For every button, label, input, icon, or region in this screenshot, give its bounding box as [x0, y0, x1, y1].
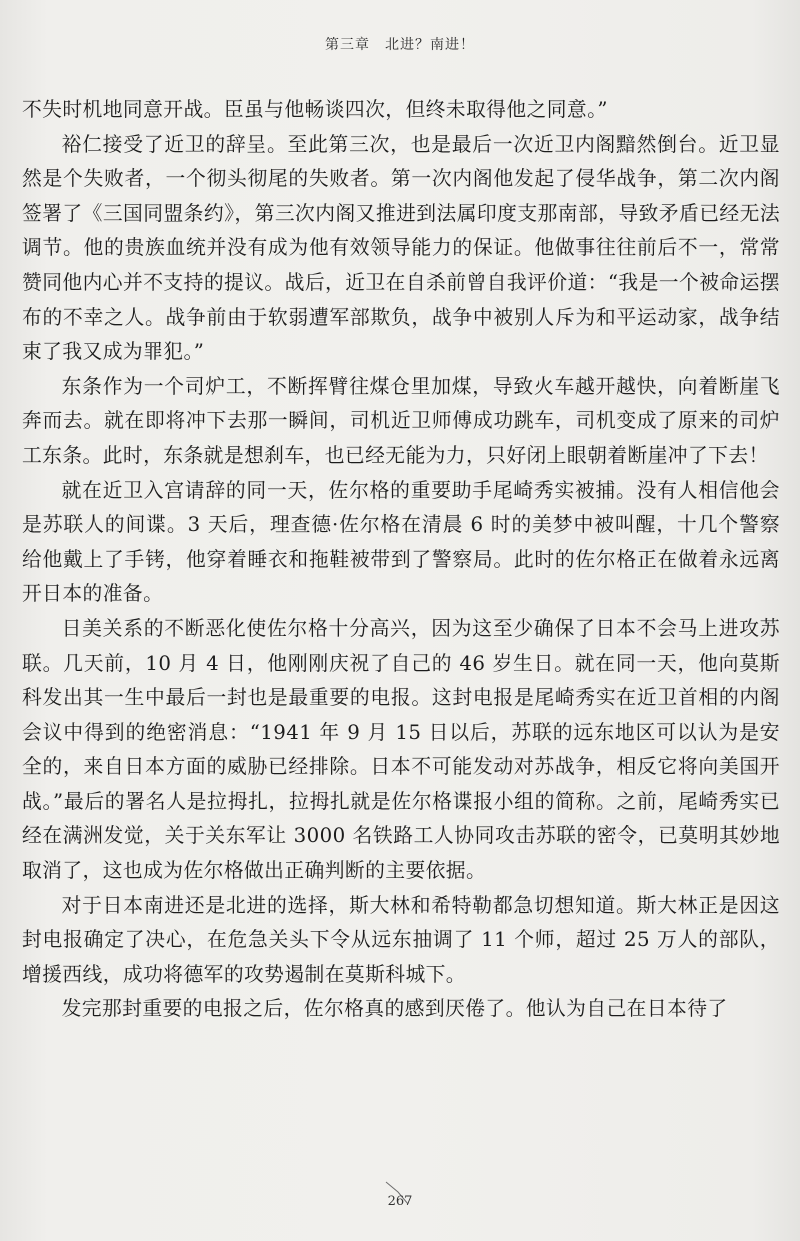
paragraph: 日美关系的不断恶化使佐尔格十分高兴，因为这至少确保了日本不会马上进攻苏联。几天前，10 月 4 日，他刚刚庆祝了自己的 46 岁生日。就在同一天，他向莫斯科发出其一生中最后一封也是最重要的电报。这封电报是尾崎秀实在近卫首相的内阁会议中得到的绝密消息：“1941 年 9 月 15 日以后，苏联的远东地区可以认为是安全的，来自日本方面的威胁已经排除。日本不可能发动对苏战争，相反它将向美国开战。”最后的署名人是拉拇扎，拉拇扎就是佐尔格谍报小组的简称。之前，尾崎秀实已经在满洲发觉，关于关东军让 3000 名铁路工人协同攻击苏联的密令，已莫明其妙地取消了，这也成为佐尔格做出正确判断的主要依据。 — [22, 616, 780, 883]
paragraph: 就在近卫入宫请辞的同一天，佐尔格的重要助手尾崎秀实被捕。没有人相信他会是苏联人的间谍。3 天后，理查德·佐尔格在清晨 6 时的美梦中被叫醒，十几个警察给他戴上了手铐，他穿着睡衣和拖鞋被带到了警察局。此时的佐尔格正在做着永远离开日本的准备。 — [22, 478, 780, 606]
paragraph: 对于日本南进还是北进的选择，斯大林和希特勒都急切想知道。斯大林正是因这封电报确定了决心，在危急关头下令从远东抽调了 11 个师，超过 25 万人的部队，增援西线，成功将德军的攻势遏制在莫斯科城下。 — [22, 893, 780, 986]
paragraph: 东条作为一个司炉工，不断挥臂往煤仓里加煤，导致火车越开越快，向着断崖飞奔而去。就在即将冲下去那一瞬间，司机近卫师傅成功跳车，司机变成了原来的司炉工东条。此时，东条就是想刹车，也已经无能为力，只好闭上眼朝着断崖冲了下去！ — [22, 374, 780, 467]
paragraph: 裕仁接受了近卫的辞呈。至此第三次，也是最后一次近卫内阁黯然倒台。近卫显然是个失败者，一个彻头彻尾的失败者。第一次内阁他发起了侵华战争，第二次内阁签署了《三国同盟条约》，第三次内阁又推进到法属印度支那南部，导致矛盾已经无法调节。他的贵族血统并没有成为他有效领导能力的保证。他做事往往前后不一，常常赞同他内心并不支持的提议。战后，近卫在自杀前曾自我评价道：“我是一个被命运摆布的不幸之人。战争前由于软弱遭军部欺负，战争中被别人斥为和平运动家，战争结束了我又成为罪犯。” — [22, 132, 780, 364]
page-number: 267 — [387, 1194, 413, 1209]
paragraph: 不失时机地同意开战。臣虽与他畅谈四次，但终未取得他之同意。” — [22, 98, 608, 121]
paragraph: 发完那封重要的电报之后，佐尔格真的感到厌倦了。他认为自己在日本待了 — [61, 997, 728, 1021]
body-text — [22, 93, 780, 1027]
running-head: 第三章 北进？南进！ — [325, 37, 475, 53]
